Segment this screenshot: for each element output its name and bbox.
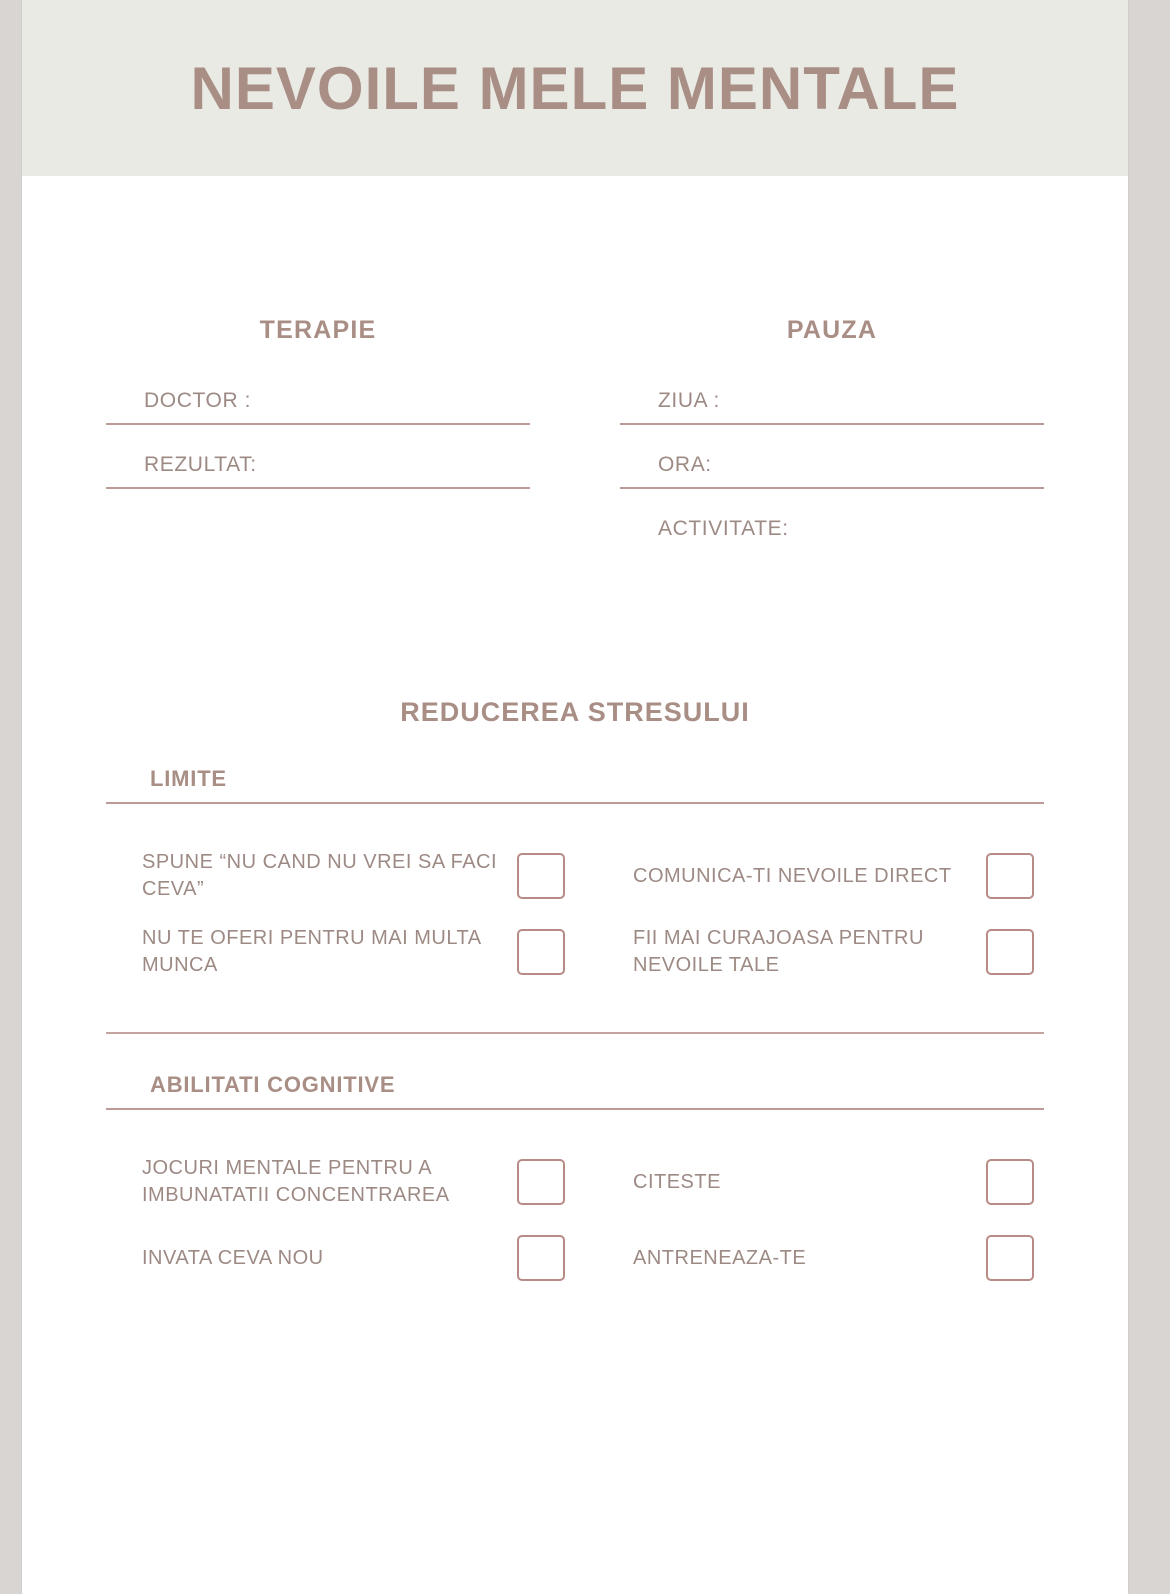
task-label: INVATA CEVA NOU (142, 1246, 324, 1269)
field-doctor[interactable] (106, 389, 530, 425)
checkbox[interactable] (517, 853, 565, 899)
block-abilitati-items (106, 1144, 1044, 1296)
list-item[interactable] (633, 914, 1034, 990)
field-ora-line[interactable] (620, 453, 1044, 489)
field-ora[interactable] (620, 453, 1044, 489)
field-ora-label: ORA: (658, 453, 712, 476)
block-abilitati-left-column (106, 1144, 575, 1296)
checkbox[interactable] (517, 1235, 565, 1281)
top-sections (22, 316, 1128, 579)
checkbox[interactable] (517, 1159, 565, 1205)
block-abilitati-right-column (575, 1144, 1044, 1296)
checkbox[interactable] (517, 929, 565, 975)
page-header (22, 0, 1128, 176)
list-item[interactable] (633, 1144, 1034, 1220)
worksheet-page (22, 0, 1128, 1594)
task-label: CITESTE (633, 1170, 721, 1193)
stress-section-title: REDUCEREA STRESULUI (400, 697, 750, 727)
checkbox[interactable] (986, 853, 1034, 899)
section-pauza (575, 316, 1044, 579)
section-terapie (106, 316, 575, 579)
field-doctor-line[interactable] (106, 389, 530, 425)
field-rezultat-line[interactable] (106, 453, 530, 489)
block-limite-heading: LIMITE (150, 766, 227, 791)
block-abilitati-cognitive (22, 1072, 1128, 1296)
divider-limite-top (106, 802, 1044, 804)
block-abilitati-heading: ABILITATI COGNITIVE (150, 1072, 396, 1097)
field-activitate-line[interactable] (620, 517, 1044, 551)
field-rezultat[interactable] (106, 453, 530, 489)
page-title: NEVOILE MELE MENTALE (190, 54, 960, 122)
section-pauza-title: PAUZA (786, 316, 878, 344)
field-rezultat-label: REZULTAT: (144, 453, 257, 476)
block-limite-right-column (575, 838, 1044, 990)
block-limite-items (106, 838, 1044, 990)
checkbox[interactable] (986, 1159, 1034, 1205)
task-label: COMUNICA-TI NEVOILE DIRECT (633, 864, 952, 887)
block-limite-left-column (106, 838, 575, 990)
list-item[interactable] (142, 1144, 565, 1220)
list-item[interactable] (142, 838, 565, 914)
task-label: ANTRENEAZA-TE (633, 1246, 807, 1269)
divider-abilitati-top (106, 1108, 1044, 1110)
field-doctor-label: DOCTOR : (144, 389, 252, 412)
field-ziua-line[interactable] (620, 389, 1044, 425)
list-item[interactable] (142, 914, 565, 990)
field-ziua[interactable] (620, 389, 1044, 425)
block-limite (22, 766, 1128, 1034)
list-item[interactable] (633, 838, 1034, 914)
field-ziua-label: ZIUA : (658, 389, 720, 412)
list-item[interactable] (633, 1220, 1034, 1296)
task-label: FII MAI CURAJOASA PENTRU NEVOILE TALE (633, 927, 924, 976)
field-activitate[interactable] (620, 517, 1044, 551)
checkbox[interactable] (986, 929, 1034, 975)
checkbox[interactable] (986, 1235, 1034, 1281)
list-item[interactable] (142, 1220, 565, 1296)
task-label: NU TE OFERI PENTRU MAI MULTA MUNCA (142, 927, 481, 976)
divider-limite-bottom (106, 1032, 1044, 1034)
worksheet-body (22, 316, 1128, 1296)
task-label: JOCURI MENTALE PENTRU A IMBUNATATII CONCENTRAREA (142, 1157, 450, 1206)
spacer (106, 990, 1044, 1032)
field-activitate-label: ACTIVITATE: (658, 517, 789, 540)
task-label: SPUNE “NU CAND NU VREI SA FACI CEVA” (142, 851, 498, 900)
section-terapie-title: TERAPIE (259, 316, 377, 344)
